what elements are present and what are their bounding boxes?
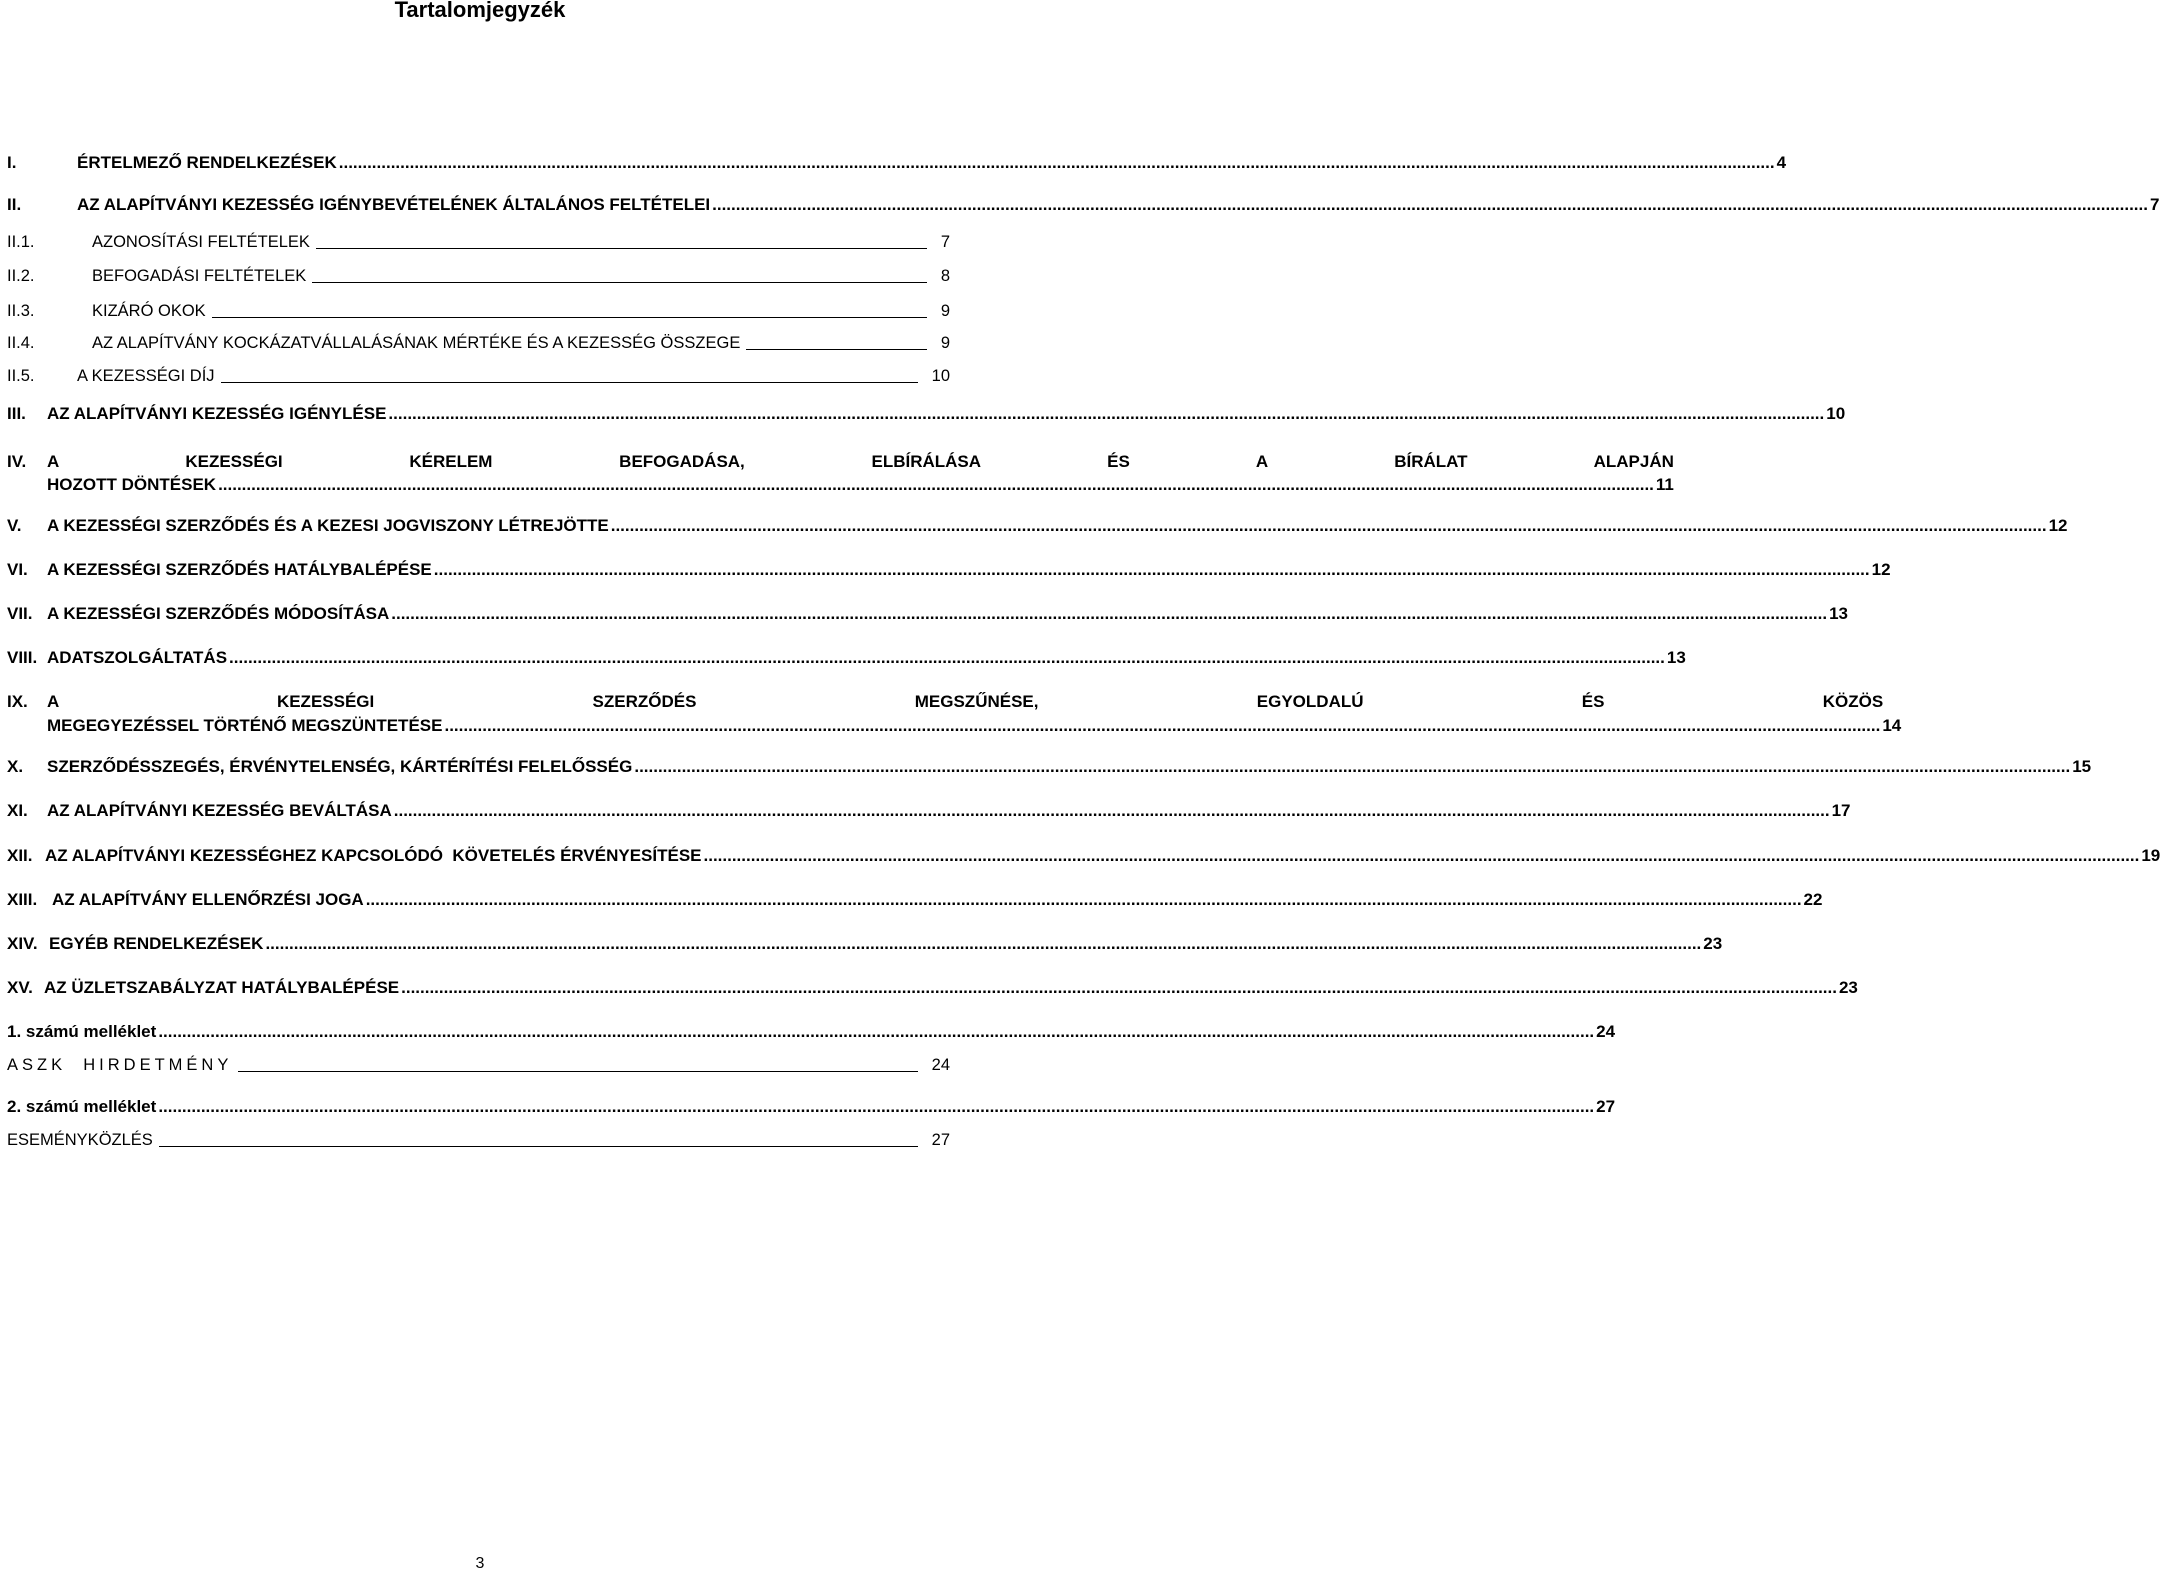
- toc-leader: [238, 1071, 917, 1072]
- toc-leader: [388, 404, 1824, 424]
- toc-leader: [366, 890, 1802, 910]
- toc-title: A KEZESSÉGI SZERZŐDÉS HATÁLYBALÉPÉSE: [47, 560, 432, 579]
- toc-page: 8: [940, 267, 950, 285]
- toc-annex-1[interactable]: [7, 1022, 1616, 1042]
- page-title: Tartalomjegyzék: [394, 0, 566, 22]
- toc-number: XV.: [7, 978, 33, 997]
- toc-number: II.: [7, 195, 22, 214]
- toc-page: 12: [2048, 516, 2068, 535]
- toc-title: ESEMÉNYKÖZLÉS: [7, 1131, 153, 1149]
- toc-leader: [704, 846, 2140, 866]
- toc-number: VII.: [7, 604, 33, 623]
- toc-number: IV.: [7, 452, 27, 471]
- toc-page: 23: [1703, 934, 1723, 953]
- toc-number: VI.: [7, 560, 28, 579]
- toc-title: 1. számú melléklet: [7, 1022, 157, 1041]
- toc-number: II.1.: [7, 233, 35, 251]
- toc-annex-2[interactable]: [7, 1097, 1616, 1117]
- toc-number: I.: [7, 153, 17, 172]
- toc-page: 7: [2149, 195, 2160, 214]
- toc-leader: [316, 248, 927, 249]
- toc-title-line-2: MEGEGYEZÉSSEL TÖRTÉNŐ MEGSZÜNTETÉSE: [47, 716, 443, 735]
- toc-annex-2-sub[interactable]: [7, 1130, 950, 1150]
- toc-number: XI.: [7, 801, 28, 820]
- toc-leader: [394, 801, 1830, 821]
- toc-title: AZ ÜZLETSZABÁLYZAT HATÁLYBALÉPÉSE: [44, 978, 400, 997]
- toc-title-line-1: A KEZESSÉGI SZERZŐDÉS MEGSZŰNÉSE, EGYOLDALÚ ÉS KÖZÖS: [47, 692, 1884, 711]
- toc-page: 15: [2072, 757, 2092, 776]
- toc-entry-3[interactable]: [7, 404, 1846, 424]
- toc-page: 17: [1831, 801, 1851, 820]
- toc-title: AZ ALAPÍTVÁNYI KEZESSÉG IGÉNYBEVÉTELÉNEK ÁLTALÁNOS FELTÉTELEI: [77, 195, 711, 214]
- toc-leader: [391, 604, 1827, 624]
- toc-page: 13: [1829, 604, 1849, 623]
- toc-title-line-2: HOZOTT DÖNTÉSEK: [47, 475, 217, 494]
- toc-entry-5[interactable]: [7, 516, 2068, 536]
- toc-number: X.: [7, 757, 24, 776]
- toc-title: SZERZŐDÉSSZEGÉS, ÉRVÉNYTELENSÉG, KÁRTÉRÍTÉSI FELELŐSSÉG: [47, 757, 633, 776]
- toc-leader: [265, 934, 1701, 954]
- toc-entry-9[interactable]: [7, 692, 1902, 736]
- toc-entry-2-2[interactable]: [7, 266, 950, 286]
- toc-number: XIII.: [7, 890, 38, 909]
- toc-entry-1[interactable]: [7, 153, 1787, 173]
- toc-leader: [611, 516, 2047, 536]
- toc-page: 12: [1871, 560, 1891, 579]
- toc-leader: [634, 757, 2070, 777]
- toc-page: 22: [1803, 890, 1823, 909]
- toc-entry-7[interactable]: [7, 604, 1849, 624]
- toc-page: 11: [1655, 475, 1674, 494]
- toc-title: 2. számú melléklet: [7, 1097, 157, 1116]
- toc-leader: [158, 1097, 1594, 1117]
- toc-leader: [339, 153, 1775, 173]
- toc-page: 24: [1596, 1022, 1616, 1041]
- toc-page: 24: [931, 1056, 950, 1074]
- toc-page: 19: [2141, 846, 2160, 865]
- toc-number: XIV.: [7, 934, 38, 953]
- toc-page: 9: [940, 302, 950, 320]
- toc-entry-15[interactable]: [7, 978, 1858, 998]
- toc-entry-2-5[interactable]: [7, 366, 950, 386]
- toc-title: ASZK HIRDETMÉNY: [7, 1056, 233, 1074]
- toc-title: AZ ALAPÍTVÁNYI KEZESSÉG IGÉNYLÉSE: [47, 404, 387, 423]
- toc-entry-12[interactable]: [7, 846, 2160, 866]
- toc-number: II.5.: [7, 367, 35, 385]
- toc-page: 23: [1838, 978, 1858, 997]
- toc-title: AZ ALAPÍTVÁNY ELLENŐRZÉSI JOGA: [52, 890, 364, 909]
- toc-number: II.2.: [7, 267, 35, 285]
- toc-leader: [746, 349, 926, 350]
- toc-title: AZ ALAPÍTVÁNY KOCKÁZATVÁLLALÁSÁNAK MÉRTÉKE ÉS A KEZESSÉG ÖSSZEGE: [92, 334, 741, 352]
- toc-title: AZONOSÍTÁSI FELTÉTELEK: [92, 233, 310, 251]
- toc-entry-6[interactable]: [7, 560, 1891, 580]
- toc-entry-2-4[interactable]: [7, 333, 950, 353]
- toc-leader: [159, 1146, 918, 1147]
- toc-leader: [221, 382, 918, 383]
- toc-number: II.3.: [7, 302, 35, 320]
- toc-title-line-1: A KEZESSÉGI KÉRELEM BEFOGADÁSA, ELBÍRÁLÁSA ÉS A BÍRÁLAT ALAPJÁN: [47, 452, 1674, 471]
- toc-entry-2-1[interactable]: [7, 232, 950, 252]
- toc-page: 27: [1596, 1097, 1616, 1116]
- toc-number: VIII.: [7, 648, 38, 667]
- toc-title: BEFOGADÁSI FELTÉTELEK: [92, 267, 307, 285]
- toc-title: KIZÁRÓ OKOK: [92, 302, 206, 320]
- toc-page: 27: [931, 1131, 950, 1149]
- toc-number: V.: [7, 516, 22, 535]
- toc-leader: [218, 475, 1654, 495]
- toc-entry-14[interactable]: [7, 934, 1723, 954]
- page-number: 3: [475, 1555, 485, 1572]
- toc-annex-1-sub[interactable]: [7, 1055, 950, 1075]
- toc-page: 9: [940, 334, 950, 352]
- toc-entry-10[interactable]: [7, 757, 2092, 777]
- toc-page: 4: [1776, 153, 1787, 172]
- toc-title: A KEZESSÉGI DÍJ: [77, 367, 215, 385]
- toc-leader: [312, 282, 927, 283]
- toc-page: 7: [940, 233, 950, 251]
- toc-entry-4[interactable]: [7, 452, 1674, 495]
- toc-leader: [434, 560, 1870, 580]
- toc-title: AZ ALAPÍTVÁNYI KEZESSÉGHEZ KAPCSOLÓDÓ KÖVETELÉS ÉRVÉNYESÍTÉSE: [45, 846, 702, 865]
- toc-entry-8[interactable]: [7, 648, 1686, 668]
- toc-title: ADATSZOLGÁLTATÁS: [47, 648, 228, 667]
- toc-leader: [401, 978, 1837, 998]
- toc-page: 10: [931, 367, 950, 385]
- toc-title: A KEZESSÉGI SZERZŐDÉS ÉS A KEZESI JOGVISZONY LÉTREJÖTTE: [47, 516, 609, 535]
- toc-leader: [444, 716, 1880, 736]
- toc-page: 10: [1826, 404, 1846, 423]
- toc-title: A KEZESSÉGI SZERZŐDÉS MÓDOSÍTÁSA: [47, 604, 390, 623]
- toc-leader: [712, 195, 2148, 215]
- toc-leader: [158, 1022, 1594, 1042]
- toc-number: III.: [7, 404, 26, 423]
- toc-title: AZ ALAPÍTVÁNYI KEZESSÉG BEVÁLTÁSA: [47, 801, 392, 820]
- toc-number: XII.: [7, 846, 33, 865]
- toc-page: 14: [1882, 716, 1902, 735]
- toc-page: 13: [1666, 648, 1686, 667]
- toc-entry-2[interactable]: [7, 195, 2160, 215]
- toc-number: IX.: [7, 692, 28, 711]
- toc-leader: [212, 317, 927, 318]
- toc-entry-2-3[interactable]: [7, 301, 950, 321]
- toc-leader: [229, 648, 1665, 668]
- toc-title: EGYÉB RENDELKEZÉSEK: [49, 934, 264, 953]
- toc-title: ÉRTELMEZŐ RENDELKEZÉSEK: [77, 153, 337, 172]
- toc-entry-11[interactable]: [7, 801, 1851, 821]
- toc-number: II.4.: [7, 334, 35, 352]
- toc-entry-13[interactable]: [7, 890, 1823, 910]
